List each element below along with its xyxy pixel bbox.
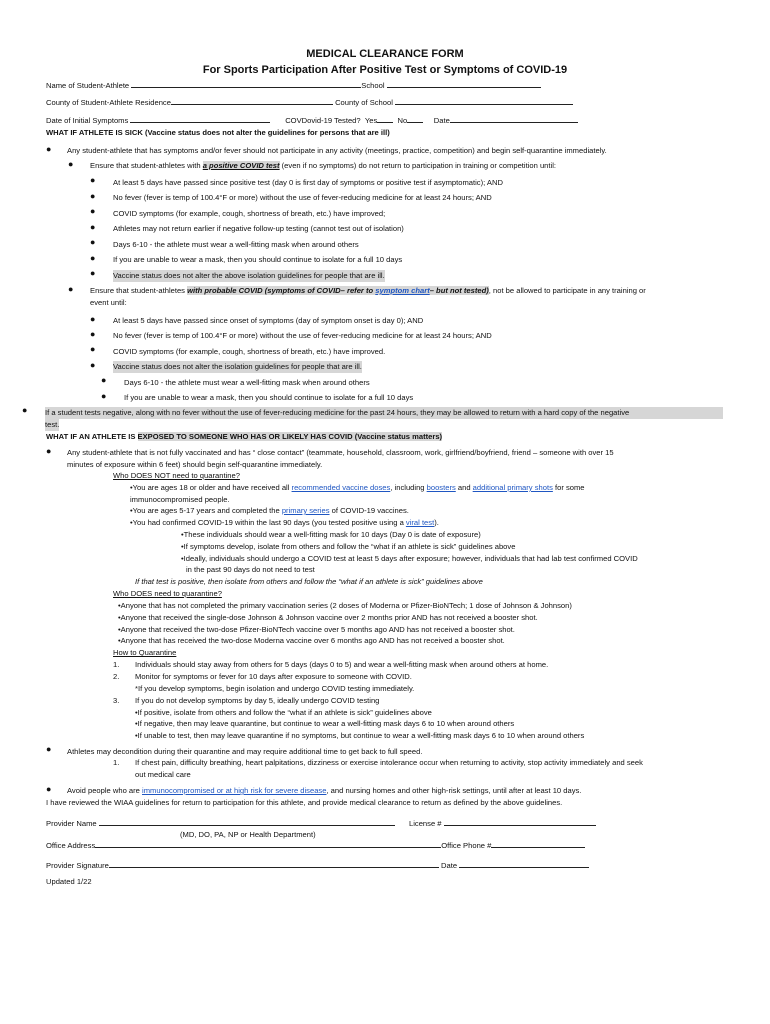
provider-signature-field[interactable]	[109, 860, 439, 868]
not-need-item-cont: immunocompromised people.	[130, 495, 230, 504]
yes-label: Yes	[364, 116, 378, 125]
yes-field[interactable]	[377, 115, 393, 123]
positive-item: If you are unable to wear a mask, then you should continue to isolate for a full 10 days	[113, 255, 403, 264]
list-number: 1.	[113, 660, 120, 669]
bullet-icon: ●	[90, 191, 96, 201]
how-item: •If negative, then may leave quarantine, but continue to wear a well-fitting mask days 6 to 10 when around others	[135, 719, 515, 728]
how-to-quarantine-heading: How to Quarantine	[113, 648, 177, 657]
not-need-subitem: •If symptoms develop, isolate from others and follow the “what if an athlete is sick” guidelines above	[181, 542, 516, 551]
highlight-exposed: EXPOSED TO SOMEONE WHO HAS OR LIKELY HAS COVID (Vaccine status matters)	[137, 432, 443, 441]
not-need-item	[130, 482, 585, 494]
positive-test-italic-note: If that test is positive, then isolate from others and follow the “what if an athlete is sick” guidelines above	[135, 577, 483, 586]
office-row	[46, 840, 585, 852]
text-segment: ).	[434, 518, 439, 527]
does-need-quarantine-heading: Who DOES need to quarantine?	[113, 589, 222, 598]
provider-name-row	[46, 818, 395, 830]
form-subtitle: For Sports Participation After Positive Test or Symptoms of COVID-19	[202, 64, 568, 76]
school-label: School	[361, 81, 385, 90]
text-segment: , including	[390, 483, 427, 492]
bullet-icon: ●	[90, 268, 96, 278]
positive-item: Athletes may not return earlier if negative follow-up testing (cannot test out of isolation)	[113, 224, 404, 233]
county-row	[46, 97, 573, 109]
county-residence-field[interactable]	[171, 97, 333, 105]
exposed-bullet-1-cont: minutes of exposure within 6 feet) should begin self-quarantine immediately.	[67, 460, 323, 469]
county-school-label: County of School	[335, 98, 393, 107]
does-need-item: •Anyone that has received the two-dose Moderna vaccine over 6 months ago AND has not received a booster shot.	[118, 636, 505, 645]
probable-item: At least 5 days have passed since onset of symptoms (day of symptom onset is day 0); AND	[113, 316, 424, 325]
no-field[interactable]	[407, 115, 423, 123]
license-row	[409, 818, 596, 830]
bullet-icon: ●	[90, 329, 96, 339]
provider-name-label: Provider Name	[46, 819, 97, 828]
probable-subitem: If you are unable to wear a mask, then you should continue to isolate for a full 10 days	[124, 393, 414, 402]
text-segment: (even if no symptoms) do not return to participation in training or competition until:	[279, 161, 556, 170]
text-segment: Ensure that student-athletes	[90, 286, 188, 295]
how-item: Individuals should stay away from others for 5 days (days 0 to 5) and wear a well-fitting mask when around others at home.	[135, 660, 549, 669]
how-item	[113, 671, 119, 683]
office-address-label: Office Address	[46, 841, 96, 850]
text-segment: and	[455, 483, 473, 492]
provider-name-field[interactable]	[99, 818, 395, 826]
sick-bullet-3-cont: event until:	[90, 298, 127, 307]
bullet-icon: ●	[90, 237, 96, 247]
positive-item: Days 6-10 - the athlete must wear a well-fitting mask when around others	[113, 240, 359, 249]
vaccine-doses-link[interactable]: recommended vaccine doses	[291, 483, 391, 492]
additional-primary-shots-link[interactable]: additional primary shots	[472, 483, 553, 492]
primary-series-link[interactable]: primary series	[281, 506, 330, 515]
recondition-item-cont: out medical care	[135, 770, 191, 779]
bullet-icon: ●	[46, 784, 52, 794]
text-segment: , not be allowed to participate in any training or	[488, 286, 646, 295]
how-item: *If you develop symptoms, begin isolation and undergo COVID testing immediately.	[135, 684, 415, 693]
exposed-bullet-1: Any student-athlete that is not fully vaccinated and has “ close contact” (teammate, household, classroom, work, girlfriend/boyfriend, friend – someone with over 15	[67, 448, 614, 457]
bullet-icon: ●	[90, 206, 96, 216]
not-need-quarantine-heading: Who DOES NOT need to quarantine?	[113, 471, 240, 480]
sick-bullet-1: Any student-athlete that has symptoms and/or fever should not participate in any activity (meetings, practice, competition) and begin self-quarantine immediately.	[67, 146, 607, 155]
bullet-icon: ●	[101, 375, 107, 385]
does-need-item: •Anyone that received the single-dose Johnson & Johnson vaccine over 2 months prior AND has not received a booster shot.	[118, 613, 538, 622]
highlight-probable: – but not tested)	[429, 286, 489, 295]
text-segment: •You had confirmed COVID-19 within the last 90 days (you tested positive using a	[130, 518, 406, 527]
bullet-icon: ●	[90, 344, 96, 354]
positive-item-vaccine: Vaccine status does not alter the above isolation guidelines for people that are ill.	[113, 271, 385, 280]
county-residence-label: County of Student-Athlete Residence	[46, 98, 171, 107]
does-need-item: •Anyone that received the two-dose Pfizer-BioNTech vaccine over 5 months ago AND has not received a booster shot.	[118, 625, 515, 634]
bullet-icon: ●	[46, 144, 52, 154]
text-segment: •You are ages 18 or older and have received all	[130, 483, 292, 492]
bullet-icon: ●	[90, 253, 96, 263]
not-need-subitem: •These individuals should wear a well-fitting mask for 10 days (Day 0 is date of exposure)	[181, 530, 481, 539]
text-segment: Ensure that student-athletes with	[90, 161, 203, 170]
bullet-icon: ●	[90, 360, 96, 370]
student-name-field[interactable]	[131, 80, 361, 88]
student-name-row	[46, 80, 541, 92]
bullet-icon: ●	[101, 391, 107, 401]
bullet-icon: ●	[90, 222, 96, 232]
office-phone-label: Office Phone #	[441, 841, 492, 850]
review-statement: I have reviewed the WIAA guidelines for return to participation for this athlete, and provide medical clearance to return as defined by the above guidelines.	[46, 798, 563, 807]
symptoms-row	[46, 115, 578, 127]
form-title: MEDICAL CLEARANCE FORM	[306, 48, 464, 60]
exposed-heading	[46, 431, 442, 443]
office-address-field[interactable]	[95, 840, 441, 848]
license-field[interactable]	[444, 818, 596, 826]
how-item	[113, 695, 119, 707]
bullet-icon: ●	[22, 405, 28, 415]
recondition-number: 1.	[113, 758, 120, 767]
date-symptoms-field[interactable]	[130, 115, 270, 123]
probable-item-vaccine: Vaccine status does not alter the isolation guidelines for people that are ill.	[113, 362, 362, 371]
credentials-note: (MD, DO, PA, NP or Health Department)	[180, 830, 316, 839]
sick-bullet-2	[90, 160, 556, 172]
date-field[interactable]	[450, 115, 578, 123]
updated-note: Updated 1/22	[46, 877, 92, 886]
bullet-icon: ●	[90, 314, 96, 324]
how-item: •If positive, isolate from others and follow the “what if an athlete is sick” guidelines above	[135, 708, 432, 717]
bullet-icon: ●	[68, 159, 74, 169]
highlight-positive-test: a positive COVID test	[202, 161, 280, 170]
avoid-bullet	[67, 785, 581, 797]
positive-item: COVID symptoms (for example, cough, shortness of breath, etc.) have improved;	[113, 209, 386, 218]
list-number: 3.	[113, 696, 120, 705]
immunocompromised-link[interactable]: immunocompromised or at high risk for severe disease	[142, 786, 327, 795]
symptom-chart-link[interactable]: symptom chart	[375, 286, 430, 295]
positive-item: No fever (fever is temp of 100.4°F or more) without the use of fever-reducing medicine for at least 24 hours; AND	[113, 193, 492, 202]
signature-date-label: Date	[441, 861, 458, 870]
text-segment: •You are ages 5-17 years and completed the	[130, 506, 282, 515]
county-school-field[interactable]	[395, 97, 573, 105]
bullet-icon: ●	[68, 284, 74, 294]
list-number: 2.	[113, 672, 120, 681]
not-need-subitem: •Ideally, individuals should undergo a COVID test at least 5 days after exposure; however, individuals that had lab test confirmed COVID	[181, 554, 638, 563]
does-need-item: •Anyone that has not completed the primary vaccination series (2 doses of Moderna or Pfizer-BioNTech; 1 dose of Johnson & Johnson)	[118, 601, 572, 610]
text-segment: Avoid people who are	[67, 786, 143, 795]
how-item: If you do not develop symptoms by day 5, ideally undergo COVID testing	[135, 696, 380, 705]
probable-item: COVID symptoms (for example, cough, shortness of breath, etc.) have improved.	[113, 347, 386, 356]
sick-heading: WHAT IF ATHLETE IS SICK (Vaccine status does not alter the guidelines for persons that are ill)	[46, 128, 390, 137]
boosters-link[interactable]: boosters	[426, 483, 456, 492]
viral-test-link[interactable]: viral test	[405, 518, 435, 527]
date-label: Date	[433, 116, 450, 125]
recondition-bullet: Athletes may decondition during their quarantine and may require additional time to get back to full speed.	[67, 747, 423, 756]
date-symptoms-label: Date of Initial Symptoms	[46, 116, 129, 125]
signature-row	[46, 860, 589, 872]
provider-signature-label: Provider Signature	[46, 861, 109, 870]
text-segment: , and nursing homes and other high-risk settings, until after at least 10 days.	[326, 786, 582, 795]
student-name-label: Name of Student-Athlete	[46, 81, 130, 90]
recondition-item: If chest pain, difficulty breathing, heart palpitations, dizziness or exercise intolerance occur when returning to activity, stop activity immediately and seek	[135, 758, 643, 767]
license-label: License #	[409, 819, 442, 828]
how-item	[113, 659, 119, 671]
positive-item: At least 5 days have passed since positive test (day 0 is first day of symptoms or positive test if asymptomatic); AND	[113, 178, 503, 187]
highlight-probable: with probable COVID (symptoms of COVID– refer to	[187, 286, 376, 295]
bullet-icon: ●	[46, 446, 52, 456]
how-item: Monitor for symptoms or fever for 10 days after exposure to someone with COVID.	[135, 672, 412, 681]
not-need-item	[130, 505, 409, 517]
text-segment: for some	[552, 483, 585, 492]
not-need-subitem: in the past 90 days do not need to test	[186, 565, 315, 574]
text-segment: of COVID-19 vaccines.	[329, 506, 409, 515]
how-item: •If unable to test, then may leave quarantine if no symptoms, but continue to wear a well-fitting mask days 6 to 10 when around others	[135, 731, 585, 740]
sick-bullet-3	[90, 285, 646, 297]
covid-tested-label: COVDovid-19 Tested?	[285, 116, 361, 125]
no-label: No	[397, 116, 408, 125]
not-need-item	[130, 517, 439, 529]
office-phone-field[interactable]	[491, 840, 585, 848]
school-field[interactable]	[387, 80, 541, 88]
negative-test-note: If a student tests negative, along with no fever without the use of fever-reducing medicine for the past 24 hours, they may be allowed to return with a hard copy of the negative	[45, 407, 723, 419]
bullet-icon: ●	[90, 175, 96, 185]
bullet-icon: ●	[46, 744, 52, 754]
text-segment: WHAT IF AN ATHLETE IS	[46, 432, 138, 441]
probable-subitem: Days 6-10 - the athlete must wear a well-fitting mask when around others	[124, 378, 370, 387]
signature-date-field[interactable]	[459, 860, 589, 868]
negative-test-note-cont: test.	[45, 420, 60, 429]
probable-item: No fever (fever is temp of 100.4°F or more) without the use of fever-reducing medicine for at least 24 hours; AND	[113, 331, 492, 340]
